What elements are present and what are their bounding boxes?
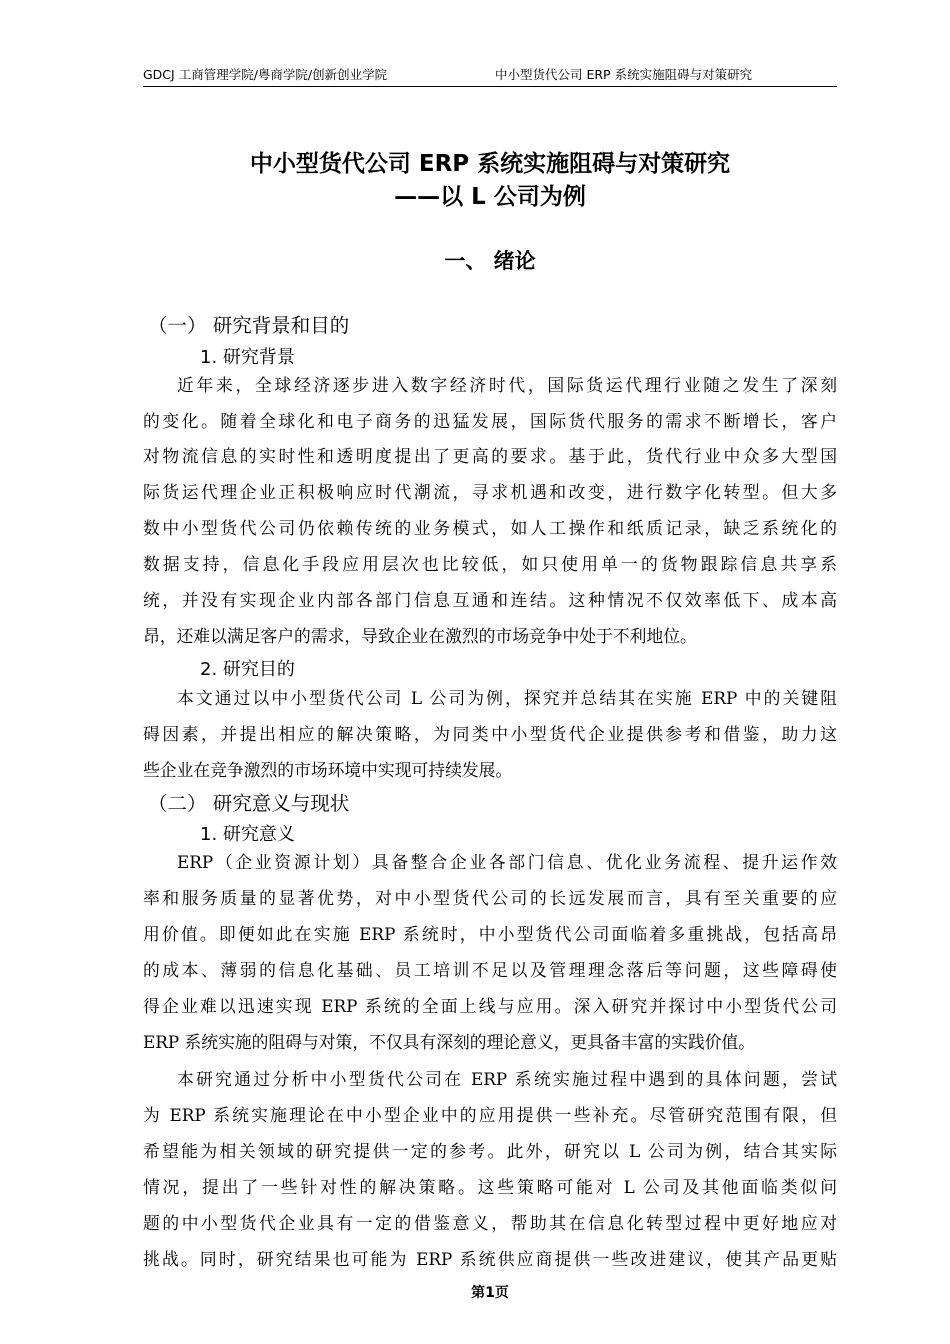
paragraph-line: 的变化。随着全球化和电子商务的迅猛发展，国际货代服务的需求不断增长，客户 [143, 411, 837, 431]
subsection-heading: 2. 研究目的 [200, 659, 295, 680]
paragraph-line: 得企业难以迅速实现 ERP 系统的全面上线与应用。深入研究并探讨中小型货代公司 [143, 996, 837, 1016]
paragraph-line: 近年来，全球经济逐步进入数字经济时代，国际货运代理行业随之发生了深刻 [177, 375, 837, 395]
paragraph-line: 本文通过以中小型货代公司 L 公司为例，探究并总结其在实施 ERP 中的关键阻 [177, 688, 837, 708]
paragraph-line: 数据支持，信息化手段应用层次也比较低，如只使用单一的货物跟踪信息共享系 [143, 554, 837, 574]
paragraph-line: ERP 系统实施的阻碍与对策，不仅具有深刻的理论意义，更具备丰富的实践价值。 [143, 1032, 756, 1052]
paragraph-line: 数中小型货代公司仍依赖传统的业务模式，如人工操作和纸质记录，缺乏系统化的 [143, 518, 837, 538]
paper-subtitle: ——以 L 公司为例 [394, 184, 586, 210]
paragraph-line: 碍因素，并提出相应的解决策略，为同类中小型货代企业提供参考和借鉴，助力这 [143, 724, 837, 744]
paragraph-line: 率和服务质量的显著优势，对中小型货代公司的长远发展而言，具有至关重要的应 [143, 888, 837, 908]
subsection-heading: 1. 研究背景 [200, 347, 295, 368]
paragraph-line: 对物流信息的实时性和透明度提出了更高的要求。基于此，货代行业中众多大型国 [143, 446, 837, 466]
header-left-text: GDCJ 工商管理学院/粤商学院/创新创业学院 [143, 67, 388, 82]
paragraph-line: 题的中小型货代企业具有一定的借鉴意义，帮助其在信息化转型过程中更好地应对 [143, 1213, 837, 1233]
paragraph-line: 本研究通过分析中小型货代公司在 ERP 系统实施过程中遇到的具体问题，尝试 [177, 1069, 837, 1089]
paragraph-line: 希望能为相关领域的研究提供一定的参考。此外，研究以 L 公司为例，结合其实际 [143, 1141, 837, 1161]
paragraph-line: 为 ERP 系统实施理论在中小型企业中的应用提供一些补充。尽管研究范围有限，但 [143, 1105, 837, 1125]
section-heading: （一） 研究背景和目的 [148, 314, 350, 337]
chapter-heading: 一、 绪论 [444, 249, 536, 273]
paragraph-line: 情况，提出了一些针对性的解决策略。这些策略可能对 L 公司及其他面临类似问 [143, 1177, 837, 1197]
paragraph-line: 昂，还难以满足客户的需求，导致企业在激烈的市场竞争中处于不利地位。 [143, 626, 697, 646]
paragraph-line: 的成本、薄弱的信息化基础、员工培训不足以及管理理念落后等问题，这些障碍使 [143, 960, 837, 980]
paragraph-line: 挑战。同时，研究结果也可能为 ERP 系统供应商提供一些改进建议，使其产品更贴 [143, 1249, 837, 1269]
paragraph-line: ERP（企业资源计划）具备整合企业各部门信息、优化业务流程、提升运作效 [177, 852, 837, 872]
running-header [143, 66, 837, 87]
paragraph-line: 用价值。即便如此在实施 ERP 系统时，中小型货代公司面临着多重挑战，包括高昂 [143, 924, 837, 944]
section-heading: （二） 研究意义与现状 [148, 792, 350, 815]
page-number: 第1页 [471, 1285, 509, 1301]
paper-title: 中小型货代公司 ERP 系统实施阻碍与对策研究 [249, 151, 731, 177]
subsection-heading: 1. 研究意义 [200, 824, 295, 845]
header-right-text: 中小型货代公司 ERP 系统实施阻碍与对策研究 [495, 67, 753, 82]
paragraph-line: 些企业在竞争激烈的市场环境中实现可持续发展。 [143, 760, 513, 780]
paragraph-line: 统，并没有实现企业内部各部门信息互通和连结。这种情况不仅效率低下、成本高 [143, 590, 837, 610]
paragraph-line: 际货运代理企业正积极响应时代潮流，寻求机遇和改变，进行数字化转型。但大多 [143, 482, 837, 502]
